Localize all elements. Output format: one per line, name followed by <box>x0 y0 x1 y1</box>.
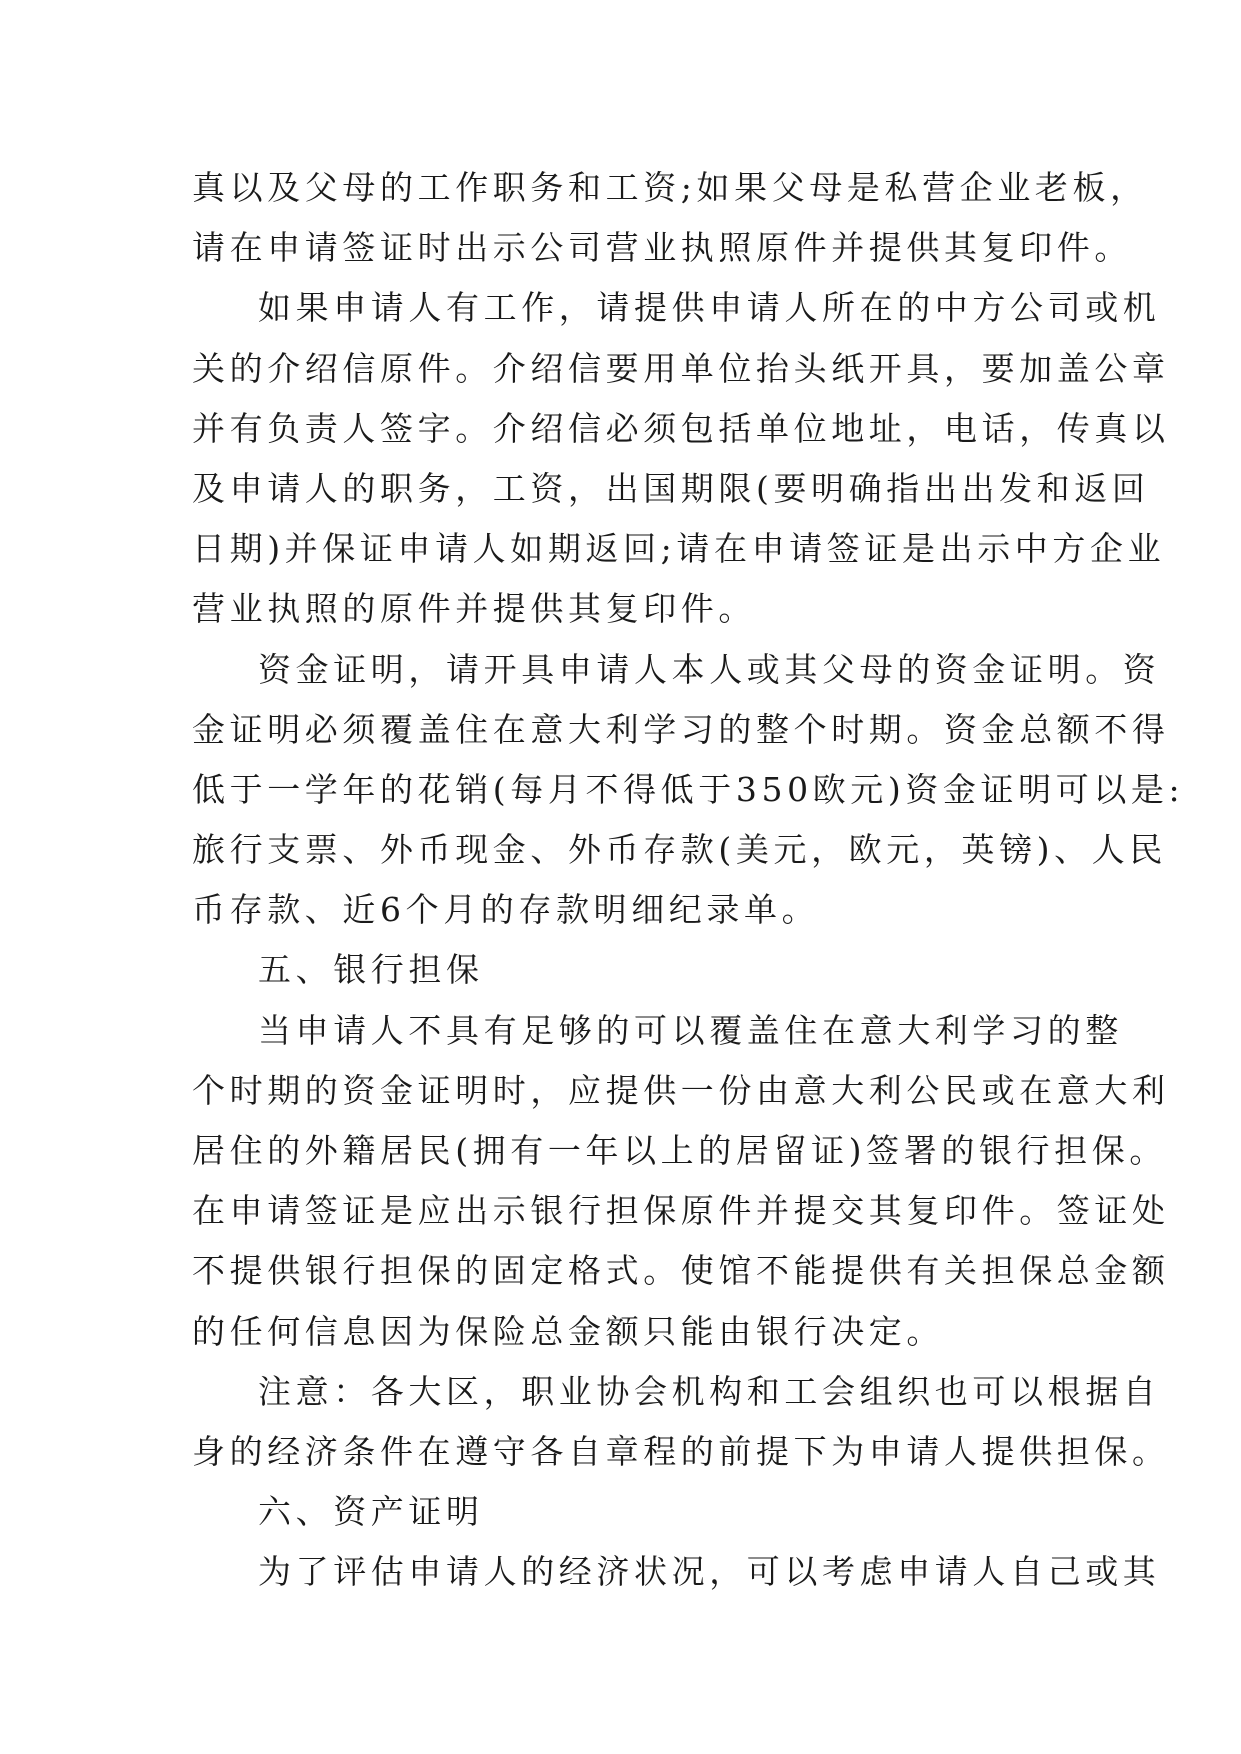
text-line: 真以及父母的工作职务和工资;如果父母是私营企业老板， <box>192 168 1148 207</box>
text-line: 低于一学年的花销(每月不得低于350欧元)资金证明可以是: <box>192 769 1185 809</box>
text-line: 币存款、近6个月的存款明细纪录单。 <box>192 890 820 930</box>
text-line: 注意：各大区，职业协会机构和工会组织也可以根据自 <box>258 1371 1161 1411</box>
document-body <box>192 158 1185 1603</box>
text-line: 为了评估申请人的经济状况，可以考虑申请人自己或其 <box>258 1552 1161 1592</box>
text-line: 个时期的资金证明时，应提供一份由意大利公民或在意大利 <box>192 1070 1170 1110</box>
text-line: 请在申请签证时出示公司营业执照原件并提供其复印件。 <box>192 228 1132 268</box>
text-line: 及申请人的职务，工资，出国期限(要明确指出出发和返回 <box>192 468 1150 508</box>
text-line: 当申请人不具有足够的可以覆盖住在意大利学习的整 <box>258 1010 1123 1050</box>
text-line: 并有负责人签字。介绍信必须包括单位地址，电话，传真以 <box>192 408 1170 448</box>
text-line: 旅行支票、外币现金、外币存款(美元，欧元，英镑)、人民 <box>192 830 1167 870</box>
text-line: 如果申请人有工作，请提供申请人所在的中方公司或机 <box>258 288 1161 328</box>
text-line: 金证明必须覆盖住在意大利学习的整个时期。资金总额不得 <box>192 709 1170 749</box>
text-line: 五、银行担保 <box>258 950 484 990</box>
text-line: 的任何信息因为保险总金额只能由银行决定。 <box>192 1311 944 1351</box>
text-line: 居住的外籍居民(拥有一年以上的居留证)签署的银行担保。 <box>192 1131 1167 1170</box>
text-line: 关的介绍信原件。介绍信要用单位抬头纸开具，要加盖公章 <box>192 348 1170 388</box>
text-line: 资金证明，请开具申请人本人或其父母的资金证明。资 <box>258 649 1161 689</box>
text-line: 日期)并保证申请人如期返回;请在申请签证是出示中方企业 <box>192 529 1166 569</box>
text-line: 六、资产证明 <box>258 1492 484 1532</box>
text-line: 在申请签证是应出示银行担保原件并提交其复印件。签证处 <box>192 1191 1170 1231</box>
text-line: 不提供银行担保的固定格式。使馆不能提供有关担保总金额 <box>192 1251 1170 1291</box>
text-line: 身的经济条件在遵守各自章程的前提下为申请人提供担保。 <box>192 1431 1170 1471</box>
text-line: 营业执照的原件并提供其复印件。 <box>192 589 756 629</box>
